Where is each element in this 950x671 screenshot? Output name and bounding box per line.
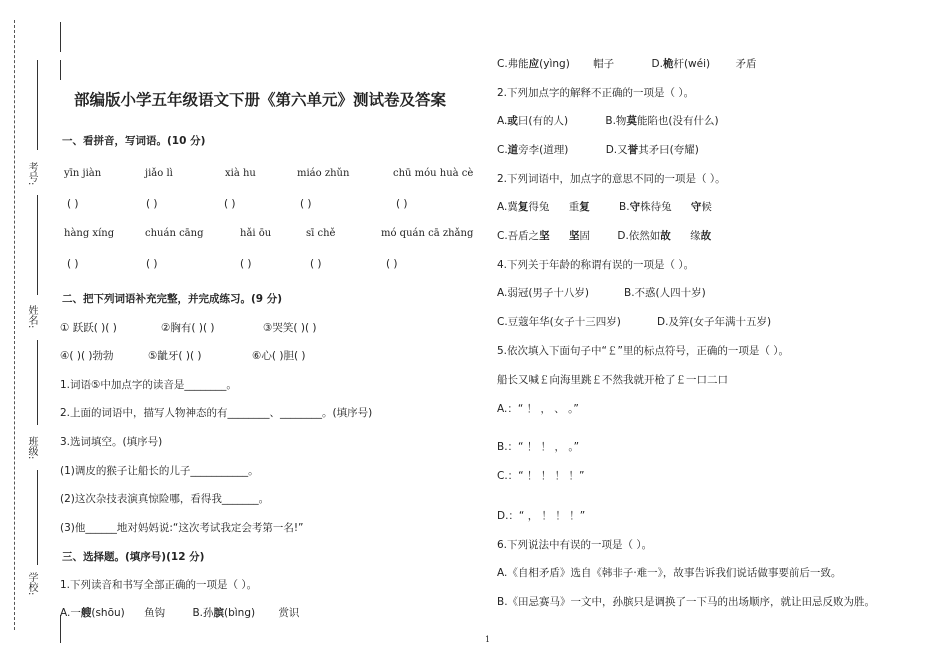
option-text: B.不惑(人四十岁) (624, 287, 706, 299)
pinyin: yīn jiàn (64, 168, 102, 179)
option-text: B.《田忌赛马》一文中，孙膑只是调换了一下马的出场顺序，就让田忌反败为胜。 (497, 596, 876, 608)
idiom-item: ⑤龇牙( )( ) (148, 350, 202, 362)
question-text: 6.下列说法中有误的一项是（ ）。 (497, 539, 653, 551)
pinyin: hǎi ōu (240, 228, 272, 239)
option-row: C.弗能应(yìng) 帽子 D.桅杆(wéi) 矛盾 (497, 58, 757, 70)
margin-rule-top (60, 22, 61, 52)
idiom-item: ③哭笑( )( ) (263, 322, 317, 334)
option-text: D.及笄(女子年满十五岁) (657, 316, 772, 328)
pinyin: jiǎo lì (145, 168, 173, 179)
option-row: C.吾盾之坚 坚固 D.依然如故 缘故 (497, 230, 712, 242)
answer-blank[interactable]: ( ) (146, 198, 158, 210)
option-text: A.：“ ！ ， 、 。” (497, 403, 579, 415)
section2-heading: 二、把下列词语补充完整，并完成练习。(9 分) (62, 293, 283, 305)
option-text: A.《自相矛盾》选自《韩非子·难一》，故事告诉我们说话做事要前后一致。 (497, 567, 842, 579)
question-text: 2.上面的词语中，描写人物神态的有________、________。(填序号) (60, 407, 373, 419)
option-row: A.一艘(shōu) 鱼钩 B.孙膑(bìng) 赏识 (60, 607, 300, 619)
school-line (37, 470, 38, 565)
idiom-item: ④( )( )勃勃 (60, 350, 114, 362)
option-text: A.弱冠(男子十八岁) (497, 287, 590, 299)
section1-heading: 一、看拼音，写词语。(10 分) (62, 135, 206, 147)
answer-blank[interactable]: ( ) (67, 198, 79, 210)
pinyin: hàng xíng (64, 228, 115, 239)
option-row: A.或曰(有的人) B.物莫能陷也(没有什么) (497, 115, 719, 127)
question-text: 1.下列读音和书写全部正确的一项是（ ）。 (60, 579, 258, 591)
idiom-item: ②胸有( )( ) (161, 322, 215, 334)
exam-no-label: 考号: (26, 162, 37, 186)
section3-heading: 三、选择题。(填序号)(12 分) (62, 551, 205, 563)
class-label: 班级: (26, 436, 37, 460)
option-text: C.：“ ！ ！ ！ ！” (497, 470, 585, 482)
option-text: D.：“ ， ！ ！ ！” (497, 510, 586, 522)
question-text: 1.词语⑤中加点字的读音是________。 (60, 379, 237, 391)
question-text: (1)调皮的猴子让船长的儿子___________。 (60, 465, 259, 477)
answer-blank[interactable]: ( ) (396, 198, 408, 210)
idiom-item: ⑥心( )胆( ) (252, 350, 306, 362)
question-text: (2)这次杂技表演真惊险哪，看得我_______。 (60, 493, 270, 505)
answer-blank[interactable]: ( ) (67, 258, 79, 270)
option-text: B.：“ ！ ！ ， 。” (497, 441, 580, 453)
answer-blank[interactable]: ( ) (386, 258, 398, 270)
exam-no-line (37, 60, 38, 150)
pinyin: xià hu (225, 168, 256, 179)
pinyin: mó quán cā zhǎng (381, 228, 474, 239)
page-number: 1 (485, 635, 491, 644)
answer-blank[interactable]: ( ) (300, 198, 312, 210)
option-row: A.冀复得兔 重复 B.守株待兔 守候 (497, 201, 712, 213)
margin-rule-top2 (60, 60, 61, 80)
binding-line (14, 20, 15, 630)
class-line (37, 340, 38, 425)
idiom-item: ① 跃跃( )( ) (60, 322, 117, 334)
page-title: 部编版小学五年级语文下册《第六单元》测试卷及答案 (74, 91, 447, 109)
name-line (37, 195, 38, 295)
pinyin: miáo zhǔn (297, 168, 350, 179)
question-sentence: 船长又喊￡向海里跳￡不然我就开枪了￡一口二口 (497, 374, 728, 386)
answer-blank[interactable]: ( ) (310, 258, 322, 270)
answer-blank[interactable]: ( ) (146, 258, 158, 270)
question-text: 2.下列加点字的解释不正确的一项是（ ）。 (497, 87, 695, 99)
question-text: 5.依次填入下面句子中“￡”里的标点符号，正确的一项是（ ）。 (497, 345, 789, 357)
answer-blank[interactable]: ( ) (224, 198, 236, 210)
question-text: 2.下列词语中，加点字的意思不同的一项是（ ）。 (497, 173, 726, 185)
option-row: C.道旁李(道理) D.又誉其矛曰(夸耀) (497, 144, 699, 156)
pinyin: chū móu huà cè (393, 168, 474, 179)
name-label: 姓名: (26, 305, 37, 329)
pinyin: sī chě (306, 228, 336, 239)
question-text: (3)他______地对妈妈说:“这次考试我定会考第一名!” (60, 522, 304, 534)
option-text: C.豆蔻年华(女子十三四岁) (497, 316, 621, 328)
answer-blank[interactable]: ( ) (240, 258, 252, 270)
pinyin: chuán cāng (145, 228, 204, 239)
question-text: 3.选词填空。(填序号) (60, 436, 163, 448)
question-text: 4.下列关于年龄的称谓有误的一项是（ ）。 (497, 259, 695, 271)
school-label: 学校: (26, 572, 37, 596)
